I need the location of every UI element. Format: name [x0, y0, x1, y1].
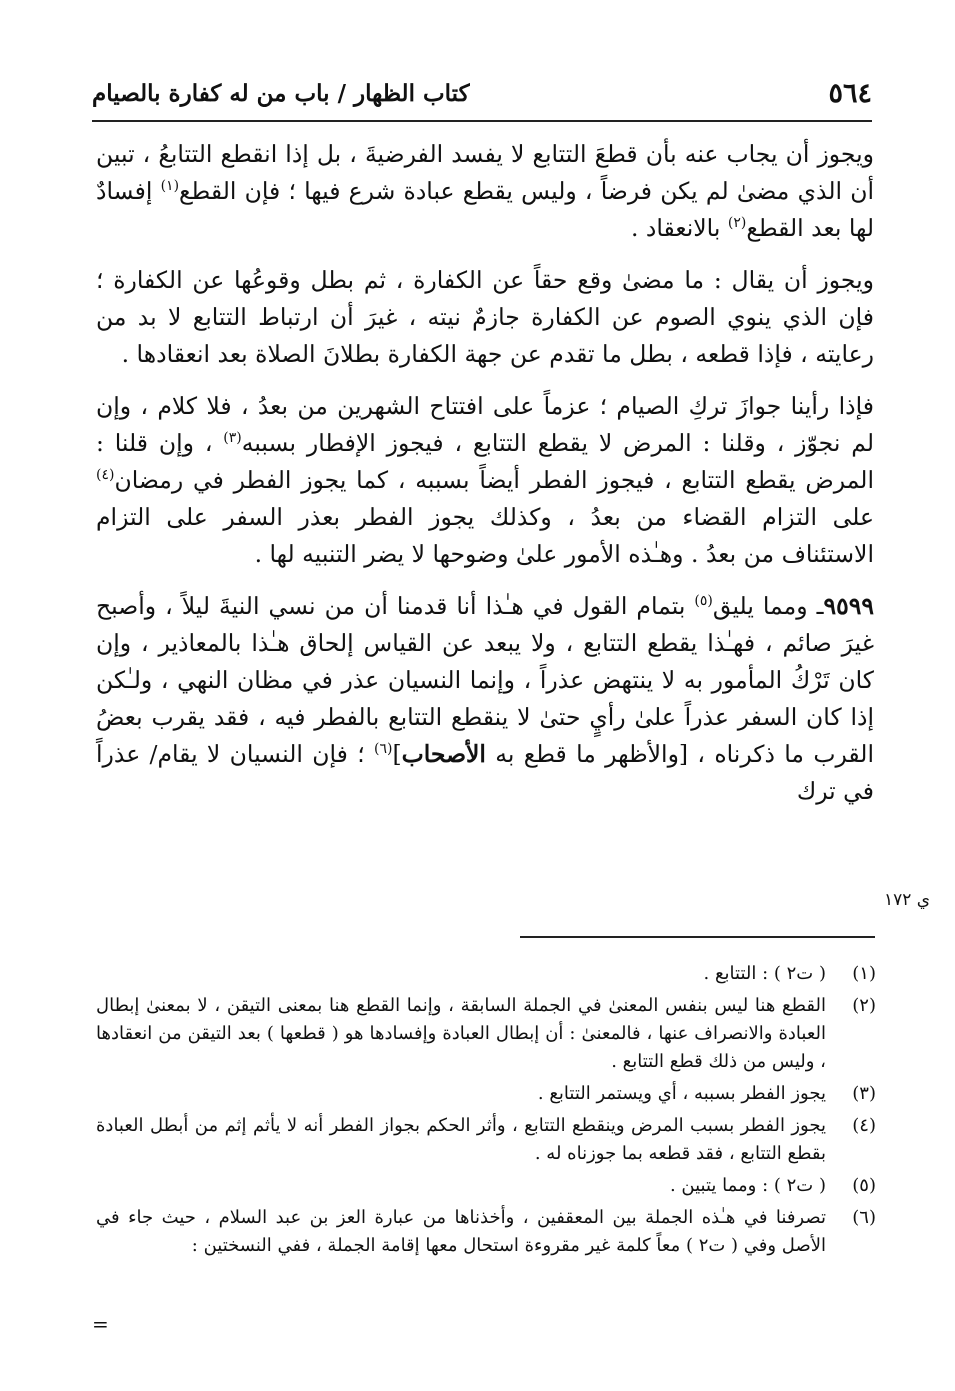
paragraph-3 [96, 388, 874, 573]
paragraph-2: ويجوز أن يقال : ما مضىٰ وقع حقاً عن الكفارة ، ثم بطل وقوعُها عن الكفارة ؛ فإن الذي ينوي الصوم عن الكفارة جازمٌ نيته ، غيرَ أن ارتباط التتابع لا بد من رعايته ، فإذا قطعه ، بطل ما تقدم عن جهة الكفارة بطلانَ الصلاة بعد انعقادها . [96, 266, 874, 368]
footnote-number: (٤) [852, 1115, 876, 1136]
page-number: ٥٦٤ [828, 78, 872, 109]
paragraph-text: بالانعقاد . [630, 214, 728, 242]
footnote-ref-2: (٢) [727, 215, 747, 232]
footnote [96, 992, 876, 1076]
running-title: كتاب الظهار / باب من له كفارة بالصيام [92, 80, 478, 107]
paragraph-text: فإذا رأينا جوازَ تركِ الصيام ؛ عزماً على افتتاح الشهرين من بعدُ ، فلا كلام ، وإن لم نجوّز ، وقلنا : المرض لا يقطع التتابع ، فيجوز الإفطار بسببه [96, 392, 874, 457]
paragraph-text: ويجوز أن يجاب عنه بأن قطعَ التتابع لا يفسد الفرضيةَ ، بل إذا انقطع التتابعُ ، تبين أن الذي مضىٰ لم يكن فرضاً ، وليس يقطع عبادة شرع فيها ؛ فإن القطع [96, 140, 875, 205]
footnote [96, 1112, 876, 1168]
footnote-ref-6: (٦) [373, 741, 393, 758]
footnote [96, 1172, 876, 1200]
footnote-text: يجوز الفطر بسبب المرض وينقطع التتابع ، وأثر الحكم بجواز الفطر أنه لا يأثم إثم من أبطل العبادة بقطع التتابع ، فقد قطعه بما جوزناه له . [96, 1115, 826, 1164]
footnote-ref-4: (٤) [96, 467, 115, 484]
paragraph-text: ] [392, 740, 402, 768]
footnote-ref-3: (٣) [223, 430, 242, 447]
footnote-text: يجوز الفطر بسببه ، أي ويستمر التتابع . [537, 1083, 826, 1104]
footnote-number: (٥) [852, 1175, 876, 1196]
footnote-text: ( ت٢ ) : التتابع . [703, 963, 826, 984]
paragraph-text: إفسادٌ لها بعد القطع [96, 177, 874, 242]
paragraph-text: ، وإن قلنا : المرض يقطع التتابع ، فيجوز الفطر أيضاً بسببه ، كما يجوز الفطر في رمضان [96, 429, 874, 494]
footnote-number: (٢) [852, 995, 876, 1016]
footnote-number: (٣) [852, 1083, 876, 1104]
paragraph-text: ؛ فإن النسيان لا يقام/ عذراً في ترك [96, 740, 874, 805]
footnote-ref-1: (١) [160, 178, 180, 195]
paragraph-text: على التزام القضاء من بعدُ ، وكذلك يجوز الفطر بعذر السفر على التزام الاستئناف من بعدُ . وهـٰذه الأمور علىٰ وضوحها لا يضر التنبيه لها . [96, 503, 874, 568]
footnotes [96, 960, 876, 1264]
footnote-ref-5: (٥) [694, 593, 713, 610]
paragraph-1 [96, 136, 874, 247]
footnote-divider [520, 936, 875, 938]
footnote-number: (١) [852, 963, 876, 984]
margin-manuscript-ref: ي ١٧٢ [884, 890, 931, 910]
footnote-text: ( ت٢ ) : ومما يتبين . [669, 1175, 826, 1196]
continuation-mark: = [92, 1312, 109, 1336]
page-header [92, 76, 872, 122]
footnote [96, 1080, 876, 1108]
bold-term: الأصحاب [401, 740, 486, 768]
footnote-text: القطع هنا ليس بنفس المعنىٰ في الجملة السابقة ، وإنما القطع هنا بمعنى التيقن ، لا بمعنىٰ إبطال العبادة والانصراف عنها ، فالمعنىٰ : أن إبطال العبادة وإفسادها هو ( قطعها ) بعد التيقن من انعقادها ، وليس من ذلك قطع التتابع . [96, 995, 826, 1072]
main-text [96, 136, 874, 825]
paragraph-text: ـ ومما يليق [712, 592, 824, 620]
footnote-text: تصرفنا في هـٰذه الجملة بين المعقفين ، وأخذناها من عبارة العز بن عبد السلام ، حيث جاء في الأصل وفي ( ت٢ ) معاً كلمة غير مقروءة استحال معها إقامة الجملة ، ففي النسختين : [96, 1207, 826, 1256]
paragraph-text: بتمام القول في هـٰذا أنا قدمنا أن من نسي النيةَ ليلاً ، وأصبح غيرَ صائم ، فهـٰذا يقطع التتابع ، ولا يبعد عن القياس إلحاق هـٰذا بالمعاذير ، وإن كان تَرْكُ المأمور به لا ينتهض عذراً ، وإنما النسيان عذر في مظان النهي ، ولـٰكن إذا كان السفر عذراً علىٰ رأيٍ حتىٰ لا ينقطع التتابع بالفطر فيه ، فقد يقرب بعضُ القرب ما ذكرناه ، [والأظهر ما قطع به [96, 592, 875, 768]
footnote-number: (٦) [852, 1207, 876, 1228]
paragraph-4 [96, 588, 874, 810]
issue-number: ٩٥٩٩ [823, 592, 874, 620]
footnote [96, 1204, 876, 1260]
footnote [96, 960, 876, 988]
